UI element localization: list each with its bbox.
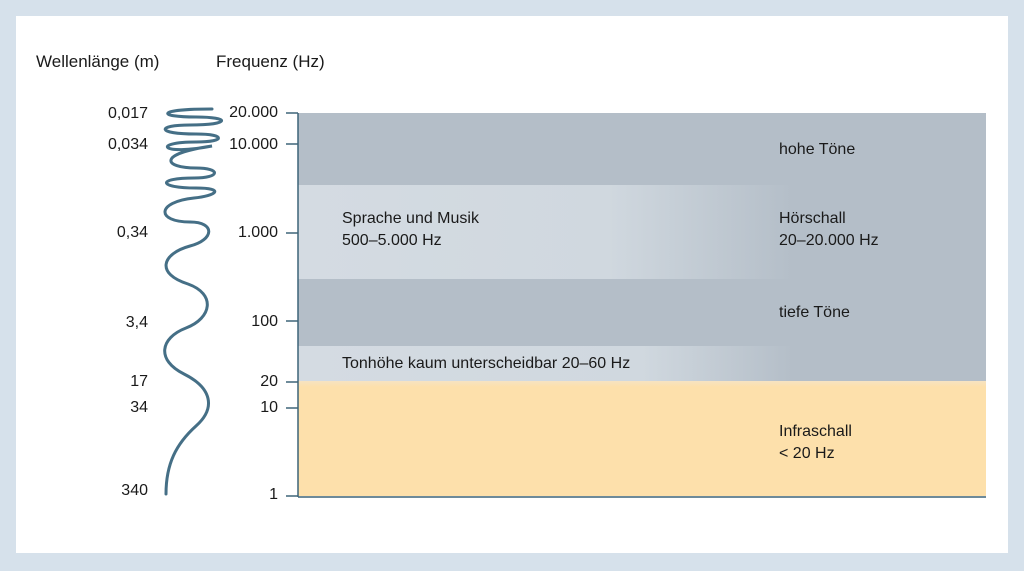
- wavelength-header: Wellenlänge (m): [36, 52, 160, 71]
- frequency-tick: 1: [269, 486, 278, 503]
- frequency-tick: 20.000: [229, 104, 278, 121]
- audible-label-range: 20–20.000 Hz: [779, 232, 879, 249]
- frequency-tick: 1.000: [237, 224, 278, 241]
- speech-label: [342, 208, 479, 252]
- audible-label-title: Hörschall: [779, 210, 846, 227]
- audible-label: [779, 208, 879, 252]
- frequency-tick: 100: [251, 313, 278, 330]
- wavelength-tick: 340: [121, 482, 148, 499]
- infrasound-label-range: < 20 Hz: [779, 445, 835, 462]
- frequency-tick: 10.000: [229, 136, 278, 153]
- wavelength-tick: 3,4: [125, 314, 148, 331]
- frequency-tick: 10: [260, 399, 278, 416]
- speech-label-range: 500–5.000 Hz: [342, 232, 442, 249]
- diagram-panel: [16, 16, 1008, 553]
- diagram-graphics: [16, 16, 1008, 553]
- wavelength-tick: 0,034: [107, 136, 148, 153]
- low-tones-label: tiefe Töne: [779, 304, 850, 321]
- speech-label-title: Sprache und Musik: [342, 210, 479, 227]
- wavelength-tick: 17: [130, 373, 148, 390]
- wavelength-tick: 0,017: [107, 105, 148, 122]
- high-tones-label: hohe Töne: [779, 141, 856, 158]
- infrasound-label-title: Infraschall: [779, 423, 852, 440]
- pitch-label: Tonhöhe kaum unterscheidbar 20–60 Hz: [342, 355, 631, 372]
- infrasound-label: [779, 421, 852, 465]
- frequency-header: Frequenz (Hz): [216, 52, 325, 71]
- frequency-tick: 20: [260, 373, 278, 390]
- wavelength-tick: 34: [130, 399, 148, 416]
- wave-icon: [165, 109, 222, 494]
- wavelength-tick: 0,34: [116, 224, 148, 241]
